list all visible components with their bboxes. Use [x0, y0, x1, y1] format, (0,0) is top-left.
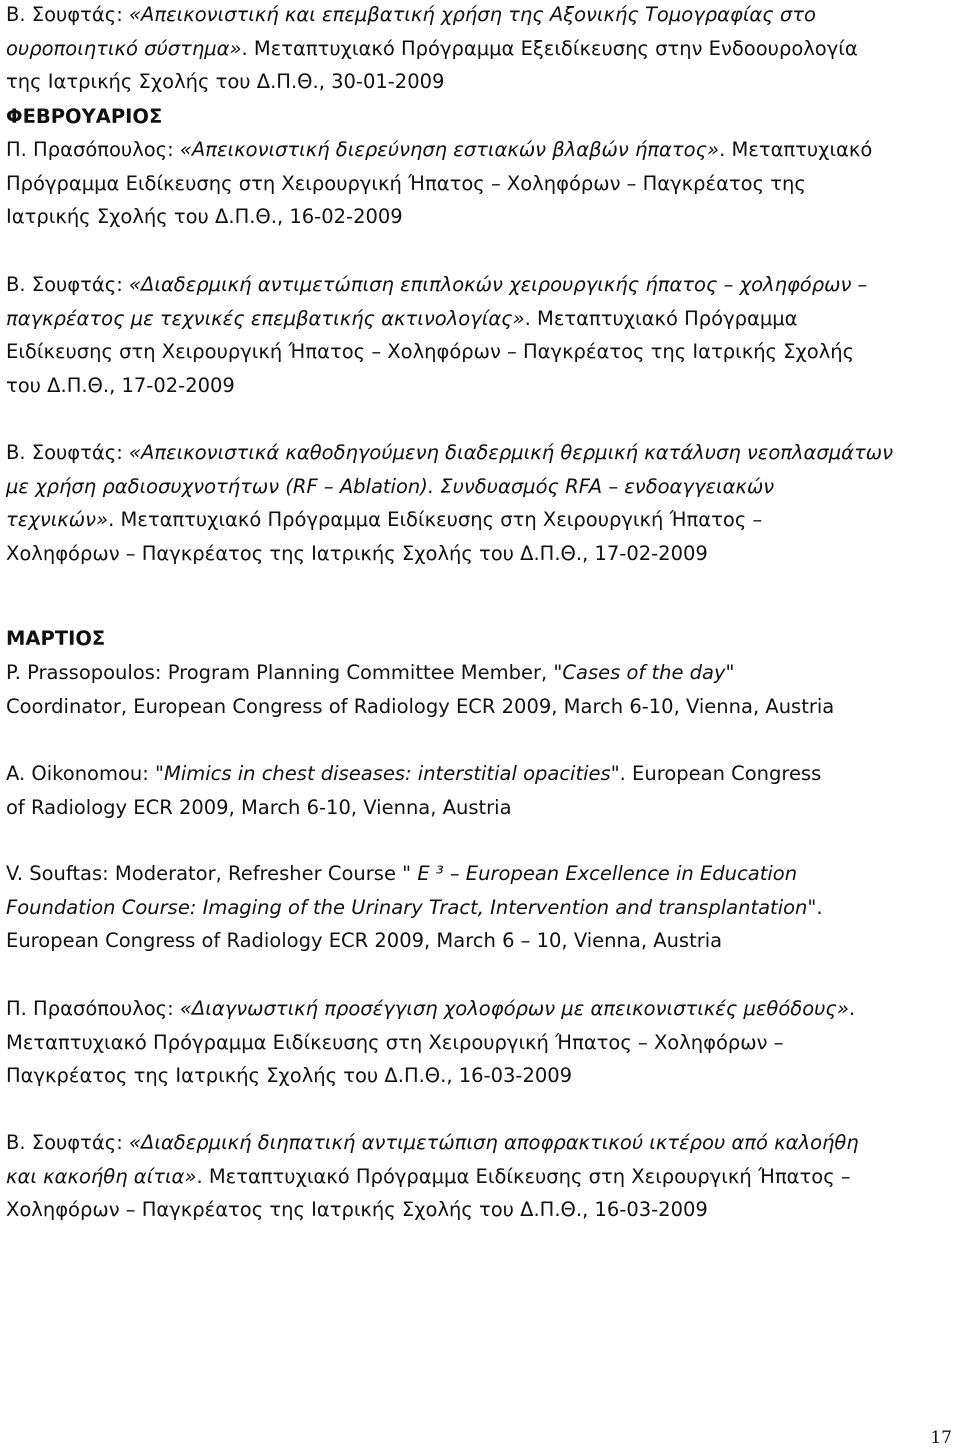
text-segment: " [725, 661, 735, 684]
italic-text-segment: «Απεικονιστική και επεμβατική χρήση της Αξονικής Τομογραφίας στο [128, 3, 816, 26]
italic-text-segment: Foundation Course: Imaging of the Urinary Tract, Intervention and transplantation [6, 895, 808, 919]
entry-line [6, 470, 952, 504]
entry-line [6, 537, 952, 571]
entry-line [6, 791, 952, 825]
entry-prassopoulos-biliary-imaging [6, 992, 952, 1093]
text-segment: . Μεταπτυχιακό Πρόγραμμα Εξειδίκευσης στην Ενδοουρολογία [241, 36, 858, 60]
entry-line [6, 1059, 952, 1093]
entry-souftas-obstructive-jaundice [6, 1126, 952, 1227]
italic-text-segment: «Διαγνωστική προσέγγιση χολοφόρων με απεικονιστικές μεθόδους» [179, 997, 849, 1020]
text-segment: Β. Σουφτάς: [6, 273, 129, 296]
text-segment: . Μεταπτυχιακό Πρόγραμμα Ειδίκευσης στη Χειρουργική Ήπατος – [108, 508, 763, 532]
entry-line [6, 690, 952, 724]
entry-line [6, 65, 952, 99]
text-segment: European Congress of Radiology ECR 2009, March 6 – 10, Vienna, Austria [6, 929, 723, 953]
text-segment: Χοληφόρων – Παγκρέατος της Ιατρικής Σχολής του Δ.Π.Θ., 17-02-2009 [6, 541, 708, 565]
italic-text-segment: E ³ – European Excellence in Education [417, 862, 798, 885]
entry-line [6, 924, 952, 958]
entry-prassopoulos-liver-lesions [6, 133, 952, 234]
text-segment: . Μεταπτυχιακό [719, 138, 873, 161]
text-segment: Β. Σουφτάς: [6, 441, 129, 464]
entry-line [6, 503, 952, 537]
italic-text-segment: Mimics in chest diseases: interstitial opacities [164, 762, 611, 785]
entry-line [6, 1160, 952, 1194]
text-segment: Μεταπτυχιακό Πρόγραμμα Ειδίκευσης στη Χειρουργική Ήπατος – Χοληφόρων – [6, 1030, 784, 1054]
entry-line [6, 369, 952, 403]
entry-line [6, 1193, 952, 1227]
entry-oikonomou-mimics [6, 757, 952, 824]
text-segment: Πρόγραμμα Ειδίκευσης στη Χειρουργική Ήπατος – Χοληφόρων – Παγκρέατος της [6, 171, 806, 195]
italic-text-segment: με χρήση ραδιοσυχνοτήτων (RF – Ablation). Συνδυασμός RFA – ενδοαγγειακών [6, 474, 775, 498]
italic-text-segment: «Διαδερμική διηπατική αντιμετώπιση αποφρακτικού ικτέρου από καλοήθη [128, 1131, 859, 1154]
text-segment: Παγκρέατος της Ιατρικής Σχολής του Δ.Π.Θ., 16-03-2009 [6, 1064, 573, 1088]
text-segment: Π. Πρασόπουλος: [6, 138, 180, 161]
text-segment: της Ιατρικής Σχολής του Δ.Π.Θ., 30-01-2009 [6, 70, 445, 94]
entry-souftas-liver-complications [6, 268, 952, 402]
text-segment: . Μεταπτυχιακό Πρόγραμμα Ειδίκευσης στη Χειρουργική Ήπατος – [196, 1164, 851, 1188]
entry-line [6, 302, 952, 336]
entry-line [6, 200, 952, 234]
text-segment: Β. Σουφτάς: [6, 1131, 129, 1154]
text-segment: V. Souftas: Moderator, Refresher Course " [6, 862, 418, 885]
entry-prassopoulos-ecr-committee [6, 656, 952, 723]
page-number: 17 [930, 1428, 952, 1448]
italic-text-segment: παγκρέατος με τεχνικές επεμβατικής ακτινολογίας» [6, 306, 525, 330]
text-segment: Χοληφόρων – Παγκρέατος της Ιατρικής Σχολής του Δ.Π.Θ., 16-03-2009 [6, 1198, 708, 1222]
text-segment: Ειδίκευσης στη Χειρουργική Ήπατος – Χοληφόρων – Παγκρέατος της Ιατρικής Σχολής [6, 340, 855, 364]
entry-souftas-rf-ablation [6, 436, 952, 570]
entry-line [6, 1026, 952, 1060]
entry-line [6, 656, 952, 690]
entry-line [6, 167, 952, 201]
text-segment: . [848, 997, 856, 1020]
italic-text-segment: «Απεικονιστική διερεύνηση εστιακών βλαβών ήπατος» [179, 138, 720, 161]
text-segment: of Radiology ECR 2009, March 6-10, Vienna, Austria [6, 795, 512, 819]
text-segment: Β. Σουφτάς: [6, 3, 129, 26]
entry-line [6, 857, 952, 891]
text-segment: του Δ.Π.Θ., 17-02-2009 [6, 373, 235, 397]
text-segment: ". [807, 895, 823, 919]
entry-line [6, 0, 952, 32]
text-segment: . Μεταπτυχιακό Πρόγραμμα [524, 306, 798, 330]
text-segment: Coordinator, European Congress of Radiology ECR 2009, March 6-10, Vienna, Austria [6, 694, 835, 718]
entry-line [6, 891, 952, 925]
entry-line [6, 335, 952, 369]
entry-line [6, 32, 952, 66]
text-segment: ". European Congress [610, 762, 822, 785]
text-segment: Π. Πρασόπουλος: [6, 997, 180, 1020]
italic-text-segment: Cases of the day [562, 661, 726, 684]
month-heading-february: ΦΕΒΡΟΥΑΡΙΟΣ [6, 105, 163, 128]
entry-souftas-ct-urinary [6, 0, 952, 99]
italic-text-segment: τεχνικών» [6, 508, 109, 532]
entry-line [6, 1126, 952, 1160]
italic-text-segment: ουροποιητικό σύστημα» [6, 36, 242, 60]
entry-line [6, 436, 952, 470]
text-segment: P. Prassopoulos: Program Planning Committee Member, " [6, 661, 563, 684]
italic-text-segment: «Απεικονιστικά καθοδηγούμενη διαδερμική θερμική κατάλυση νεοπλασμάτων [128, 441, 893, 464]
entry-souftas-refresher-course [6, 857, 952, 958]
entry-line [6, 133, 952, 167]
entry-line [6, 268, 952, 302]
italic-text-segment: «Διαδερμική αντιμετώπιση επιπλοκών χειρουργικής ήπατος – χοληφόρων – [128, 273, 868, 296]
text-segment: A. Oikonomou: " [6, 762, 164, 785]
month-heading-march: ΜΑΡΤΙΟΣ [6, 627, 106, 650]
entry-line [6, 992, 952, 1026]
italic-text-segment: και κακοήθη αίτια» [6, 1164, 197, 1188]
text-segment: Ιατρικής Σχολής του Δ.Π.Θ., 16-02-2009 [6, 205, 403, 229]
entry-line [6, 757, 952, 791]
